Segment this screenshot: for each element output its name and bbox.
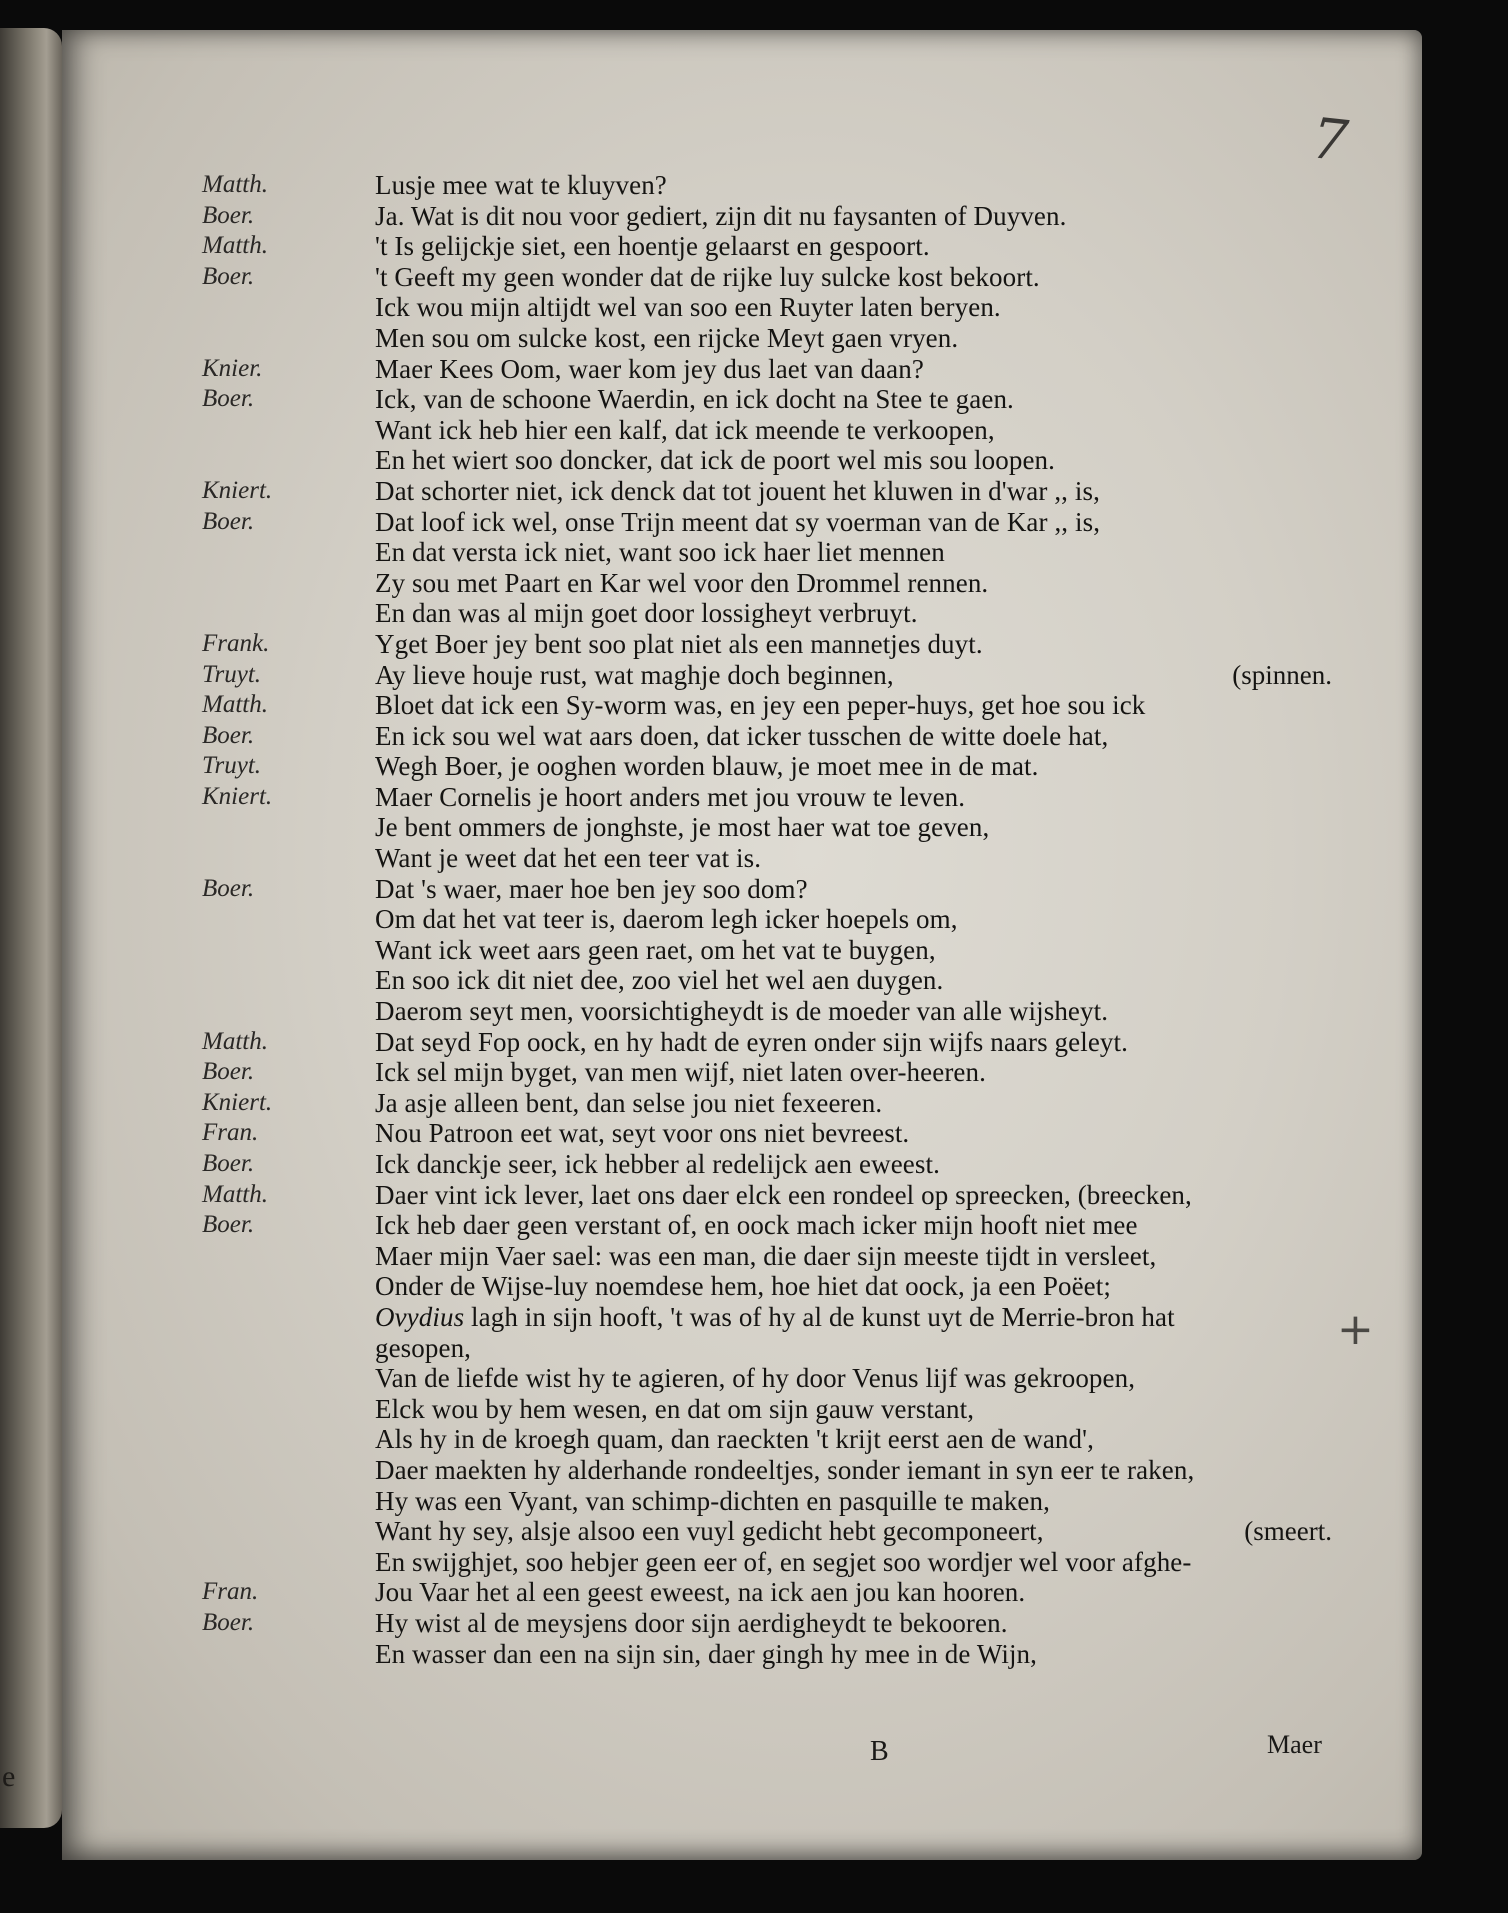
speaker-name: Matth. xyxy=(202,1180,268,1208)
left-page-edge xyxy=(0,28,62,1828)
speech-text: Want ick heb hier een kalf, dat ick meende te verkoopen, xyxy=(375,414,995,445)
dialogue-line xyxy=(202,1088,1342,1119)
dialogue-line xyxy=(202,1516,1342,1547)
dialogue-line xyxy=(202,568,1342,599)
speech-text: Zy sou met Paart en Kar wel voor den Drommel rennen. xyxy=(375,567,989,598)
speech-text: Hy wist al de meysjens door sijn aerdigheydt te bekooren. xyxy=(375,1607,1008,1638)
dialogue-line xyxy=(202,415,1342,446)
speech-text: Dat schorter niet, ick denck dat tot jouent het kluwen in d'war ,, is, xyxy=(375,475,1100,506)
dialogue-line xyxy=(202,1363,1342,1394)
dialogue-line xyxy=(202,445,1342,476)
dialogue-line xyxy=(202,1333,1342,1364)
dialogue-line xyxy=(202,1057,1342,1088)
speech-text: 't Geeft my geen wonder dat de rijke luy sulcke kost bekoort. xyxy=(375,261,1040,292)
speech-text: Wegh Boer, je ooghen worden blauw, je moet mee in de mat. xyxy=(375,751,1039,782)
speaker-name: Fran. xyxy=(202,1119,259,1147)
speech-text: Ay lieve houje rust, wat maghje doch beginnen, xyxy=(375,659,894,690)
dialogue-line xyxy=(202,1271,1342,1302)
dialogue-line xyxy=(202,751,1342,782)
speech-text: Dat seyd Fop oock, en hy hadt de eyren onder sijn wijfs naars geleyt. xyxy=(375,1026,1128,1057)
dialogue-line xyxy=(202,843,1342,874)
dialogue-line xyxy=(202,1608,1342,1639)
catchword: Maer xyxy=(1267,1730,1322,1759)
dialogue-line xyxy=(202,1639,1342,1670)
speech-text: En swijghjet, soo hebjer geen eer of, en segjet soo wordjer wel voor afghe- xyxy=(375,1546,1192,1577)
dialogue-line xyxy=(202,1241,1342,1272)
speaker-name: Boer. xyxy=(202,1211,255,1239)
speaker-name: Boer. xyxy=(202,507,255,535)
book-page xyxy=(62,30,1422,1860)
speaker-name: Kniert. xyxy=(202,782,273,810)
dialogue-line xyxy=(202,1027,1342,1058)
speech-text-rest: lagh in sijn hooft, 't was of hy al de kunst uyt de Merrie-bron hat xyxy=(464,1301,1175,1332)
speaker-name: Matth. xyxy=(202,691,268,719)
dialogue-line xyxy=(202,476,1342,507)
speech-text: Want ick weet aars geen raet, om het vat te buygen, xyxy=(375,934,936,965)
margin-mark: + xyxy=(1337,1304,1374,1355)
speech-text: Daer vint ick lever, laet ons daer elck een rondeel op spreecken, (breecken, xyxy=(375,1179,1192,1210)
speech-text: Maer Kees Oom, waer kom jey dus laet van daan? xyxy=(375,353,924,384)
speaker-name: Boer. xyxy=(202,262,255,290)
dialogue-text-block xyxy=(202,170,1342,1669)
speech-text: Onder de Wijse-luy noemdese hem, hoe hiet dat oock, ja een Poëet; xyxy=(375,1271,1111,1302)
speaker-name: Frank. xyxy=(202,629,270,657)
dialogue-line xyxy=(202,1180,1342,1211)
dialogue-line xyxy=(202,629,1342,660)
speaker-name: Boer. xyxy=(202,874,255,902)
dialogue-line xyxy=(202,323,1342,354)
speaker-name: Truyt. xyxy=(202,752,262,780)
speaker-name: Boer. xyxy=(202,1608,255,1636)
speech-text: Ick wou mijn altijdt wel van soo een Ruyter laten beryen. xyxy=(375,292,1001,323)
dialogue-line xyxy=(202,965,1342,996)
dialogue-line xyxy=(202,904,1342,935)
signature-mark: B xyxy=(870,1736,889,1767)
dialogue-line xyxy=(202,507,1342,538)
speech-text: Ick sel mijn byget, van men wijf, niet laten over-heeren. xyxy=(375,1057,986,1088)
speech-text: Bloet dat ick een Sy-worm was, en jey een peper-huys, get hoe sou ick xyxy=(375,690,1146,721)
dialogue-line xyxy=(202,1149,1342,1180)
speaker-name: Matth. xyxy=(202,171,268,198)
speaker-name: Kniert. xyxy=(202,1088,273,1116)
speech-text: En dat versta ick niet, want soo ick haer liet mennen xyxy=(375,537,945,568)
speech-text: Elck wou by hem wesen, en dat om sijn gauw verstant, xyxy=(375,1393,975,1424)
dialogue-line xyxy=(202,1547,1342,1578)
dialogue-line xyxy=(202,1118,1342,1149)
speech-text: Men sou om sulcke kost, een rijcke Meyt gaen vryen. xyxy=(375,322,959,353)
speech-text: Maer Cornelis je hoort anders met jou vrouw te leven. xyxy=(375,781,966,812)
speech-text: Dat loof ick wel, onse Trijn meent dat sy voerman van de Kar ,, is, xyxy=(375,506,1101,537)
dialogue-line xyxy=(202,1577,1342,1608)
dialogue-line xyxy=(202,1486,1342,1517)
speaker-name: Matth. xyxy=(202,232,268,260)
speech-text: Ick danckje seer, ick hebber al redelijck aen eweest. xyxy=(375,1149,940,1179)
italic-name: Ovydius xyxy=(375,1301,465,1332)
speech-text: Nou Patroon eet wat, seyt voor ons niet bevreest. xyxy=(375,1118,910,1149)
dialogue-line xyxy=(202,660,1342,691)
dialogue-line xyxy=(202,782,1342,813)
dialogue-line xyxy=(202,201,1342,232)
speaker-name: Boer. xyxy=(202,1150,255,1177)
turnover-word: (spinnen. xyxy=(1232,659,1332,690)
page-number: 7 xyxy=(1308,106,1351,175)
speech-text: En wasser dan een na sijn sin, daer gingh hy mee in de Wijn, xyxy=(375,1638,1038,1669)
speaker-name: Fran. xyxy=(202,1578,259,1606)
dialogue-line xyxy=(202,874,1342,905)
dialogue-line xyxy=(202,1455,1342,1486)
speech-text: Daer maekten hy alderhande rondeeltjes, sonder iemant in syn eer te raken, xyxy=(375,1454,1195,1485)
dialogue-line xyxy=(202,812,1342,843)
dialogue-line xyxy=(202,996,1342,1027)
speech-text: En soo ick dit niet dee, zoo viel het wel aen duygen. xyxy=(375,965,944,996)
speaker-name: Boer. xyxy=(202,1058,255,1086)
speaker-name: Knier. xyxy=(202,354,263,382)
speech-text xyxy=(375,1302,1175,1333)
speech-text: Ja. Wat is dit nou voor gediert, zijn dit nu faysanten of Duyven. xyxy=(375,200,1067,231)
speech-text: En dan was al mijn goet door lossigheyt verbruyt. xyxy=(375,598,918,629)
speech-text: Hy was een Vyant, van schimp-dichten en pasquille te maken, xyxy=(375,1485,1050,1516)
speech-text: Ick, van de schoone Waerdin, en ick docht na Stee te gaen. xyxy=(375,384,1014,415)
speech-text: Lusje mee wat te kluyven? xyxy=(375,170,667,200)
speech-text: Je bent ommers de jonghste, je most haer wat toe geven, xyxy=(375,812,990,843)
speech-text: Maer mijn Vaer sael: was een man, die daer sijn meeste tijdt in versleet, xyxy=(375,1240,1157,1271)
speech-text: Daerom seyt men, voorsichtigheydt is de moeder van alle wijsheyt. xyxy=(375,996,1109,1027)
dialogue-line xyxy=(202,1394,1342,1425)
turnover-word: (smeert. xyxy=(1244,1516,1332,1547)
speech-text: Als hy in de kroegh quam, dan raeckten 't krijt eerst aen de wand', xyxy=(375,1424,1094,1455)
dialogue-line xyxy=(202,935,1342,966)
dialogue-line xyxy=(202,170,1342,201)
speech-text: Jou Vaar het al een geest eweest, na ick aen jou kan hooren. xyxy=(375,1577,1026,1608)
speaker-name: Truyt. xyxy=(202,660,262,688)
dialogue-line xyxy=(202,598,1342,629)
left-edge-letter: e xyxy=(2,1760,16,1793)
speech-text: gesopen, xyxy=(375,1332,472,1363)
speech-text: En het wiert soo doncker, dat ick de poort wel mis sou loopen. xyxy=(375,445,1055,476)
speech-text: Yget Boer jey bent soo plat niet als een mannetjes duyt. xyxy=(375,628,983,659)
dialogue-line xyxy=(202,690,1342,721)
dialogue-line xyxy=(202,1302,1342,1333)
dialogue-line xyxy=(202,262,1342,293)
speech-text: Ja asje alleen bent, dan selse jou niet fexeeren. xyxy=(375,1087,883,1118)
dialogue-line xyxy=(202,537,1342,568)
speaker-name: Boer. xyxy=(202,201,255,229)
speech-text: Om dat het vat teer is, daerom legh icker hoepels om, xyxy=(375,904,958,935)
dialogue-line xyxy=(202,384,1342,415)
dialogue-line xyxy=(202,231,1342,262)
speech-text: Ick heb daer geen verstant of, en oock mach icker mijn hooft niet mee xyxy=(375,1210,1138,1241)
dialogue-line xyxy=(202,1210,1342,1241)
dialogue-line xyxy=(202,354,1342,385)
speech-text: 't Is gelijckje siet, een hoentje gelaarst en gespoort. xyxy=(375,231,930,262)
dialogue-line xyxy=(202,721,1342,752)
speech-text: En ick sou wel wat aars doen, dat icker tusschen de witte doele hat, xyxy=(375,720,1109,751)
speech-text: Want je weet dat het een teer vat is. xyxy=(375,843,762,874)
dialogue-line xyxy=(202,292,1342,323)
speaker-name: Matth. xyxy=(202,1027,268,1055)
speech-text: Want hy sey, alsje alsoo een vuyl gedicht hebt gecomponeert, xyxy=(375,1516,1044,1547)
speaker-name: Boer. xyxy=(202,385,255,413)
speaker-name: Kniert. xyxy=(202,476,273,504)
speaker-name: Boer. xyxy=(202,721,255,749)
speech-text: Dat 's waer, maer hoe ben jey soo dom? xyxy=(375,873,808,904)
speech-text: Van de liefde wist hy te agieren, of hy door Venus lijf was gekroopen, xyxy=(375,1363,1136,1394)
dialogue-line xyxy=(202,1424,1342,1455)
